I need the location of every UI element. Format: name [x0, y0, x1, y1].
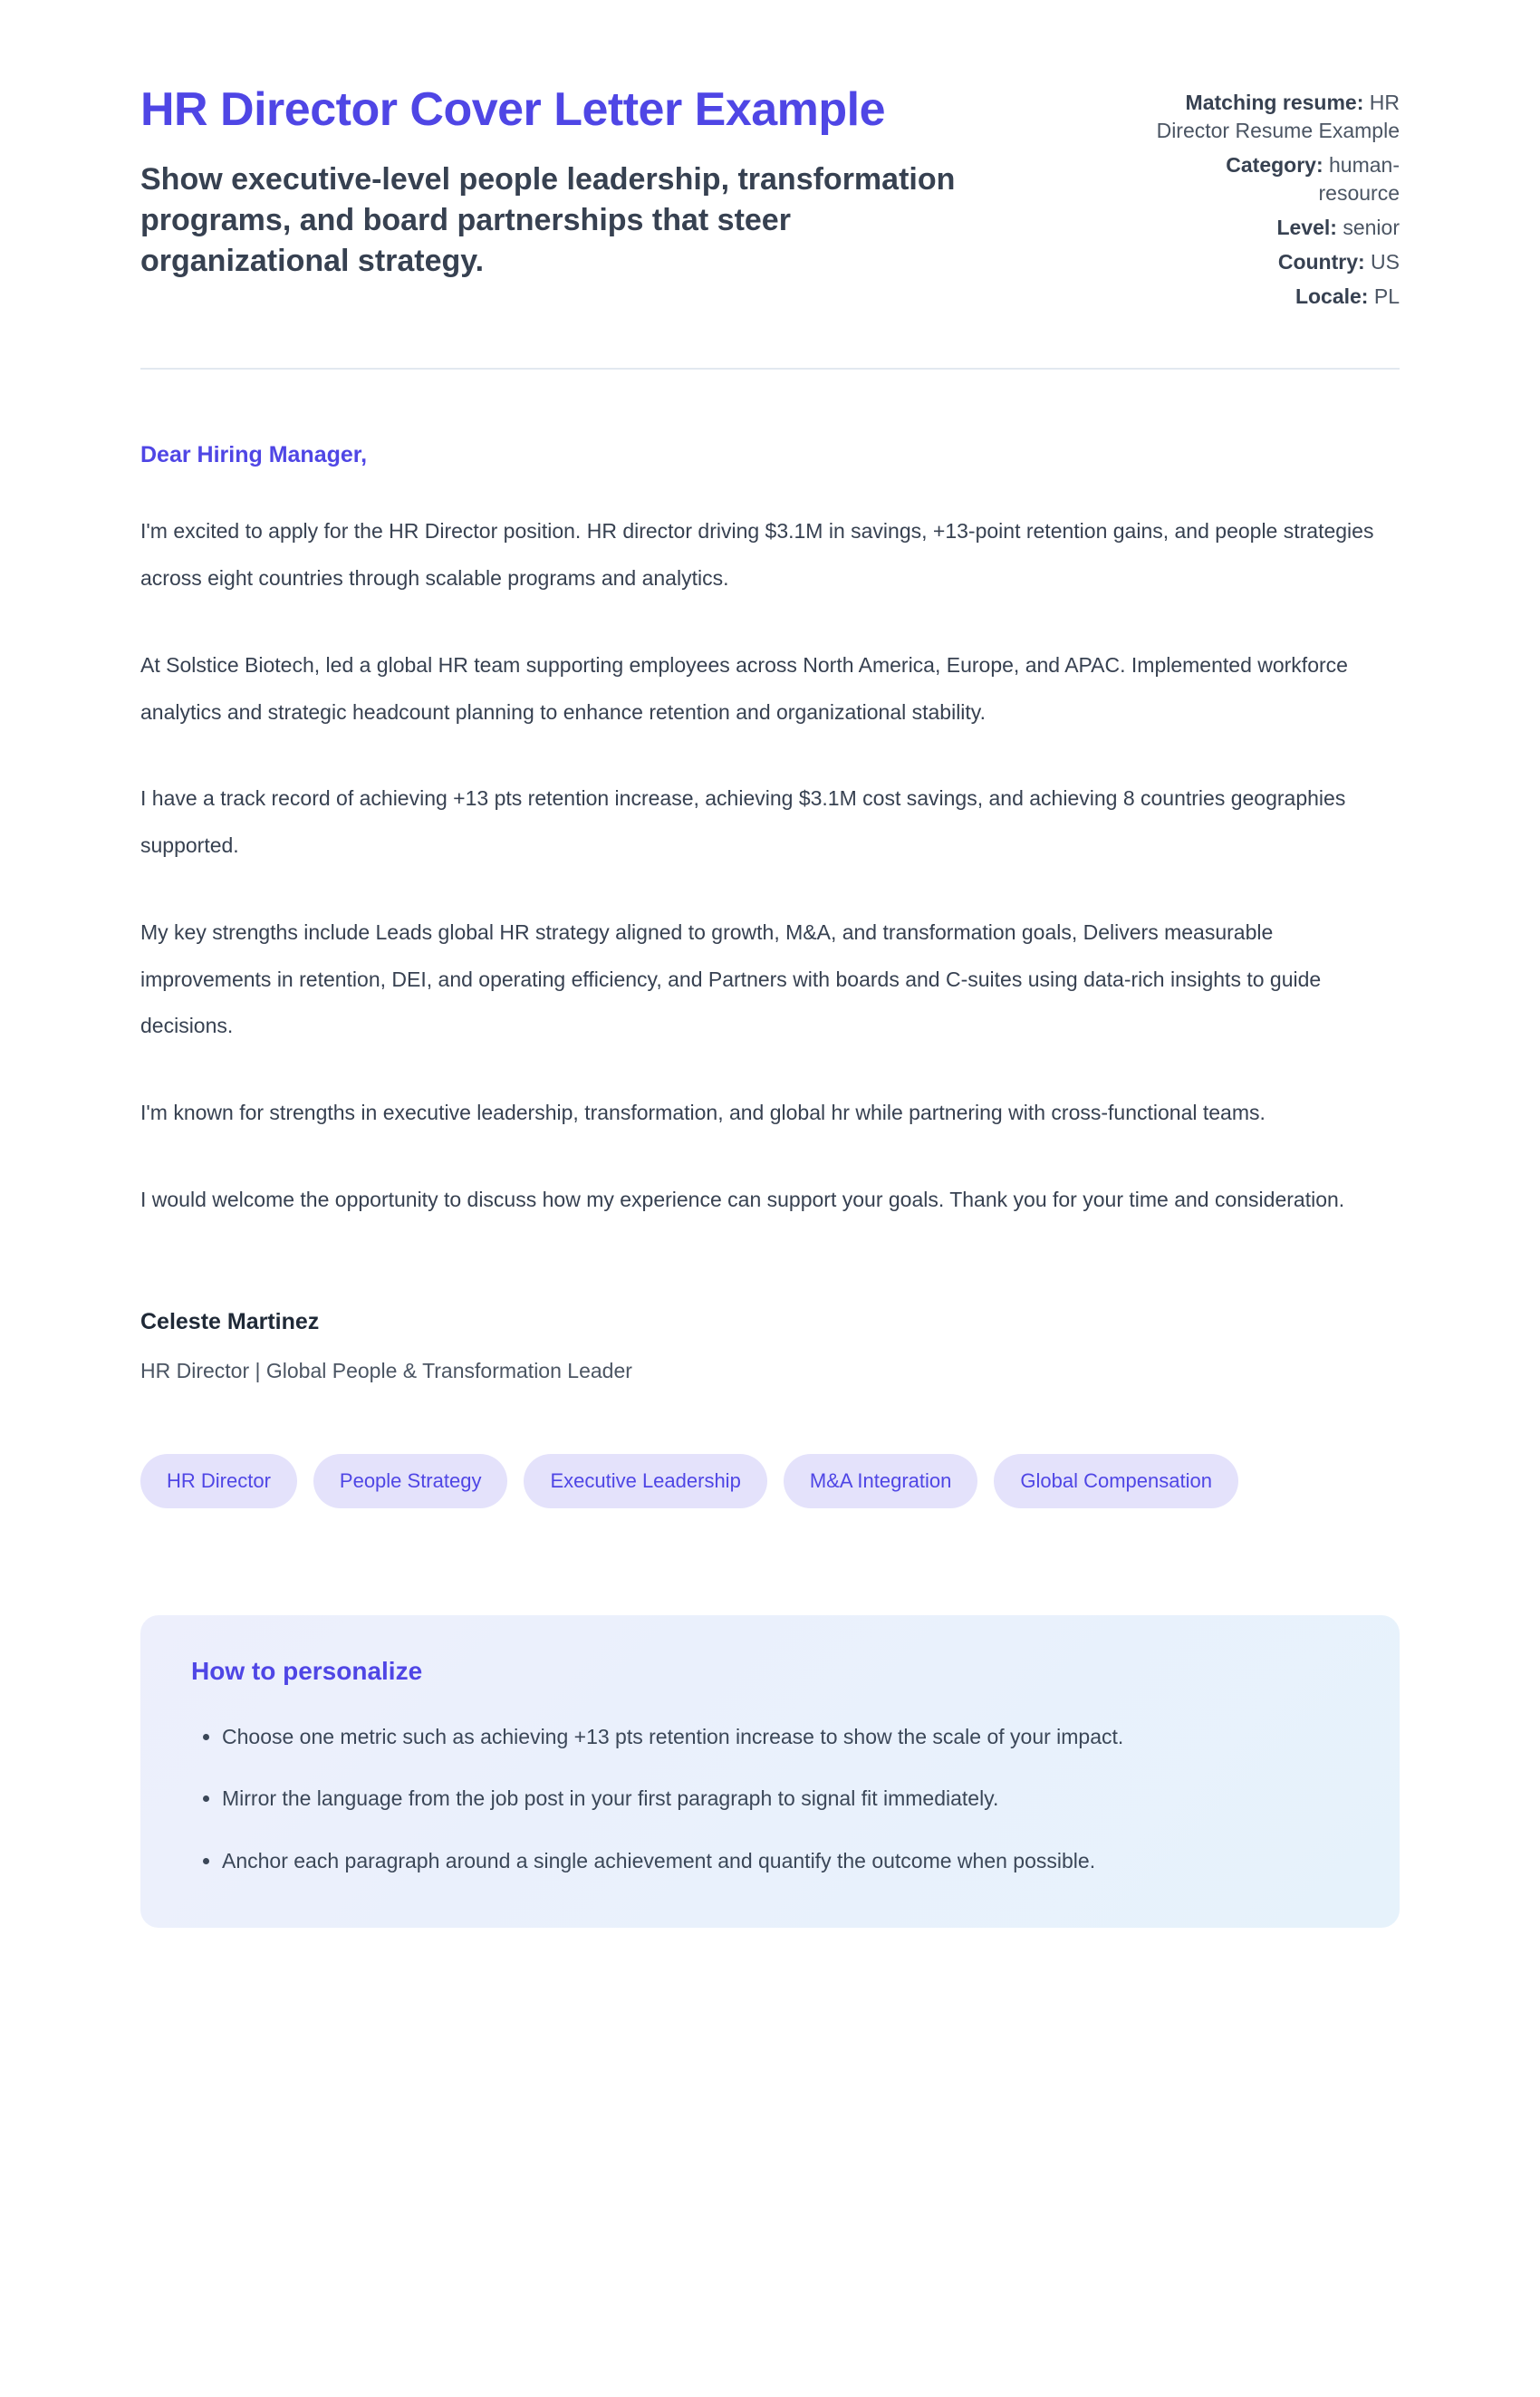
letter-paragraph: I have a track record of achieving +13 pts retention increase, achieving $3.1M cost savings, and achieving 8 countries geographies supported.	[140, 786, 1346, 858]
letter-body	[140, 442, 1400, 1928]
meta-label: Matching resume:	[1185, 91, 1364, 114]
letter-paragraph: I'm known for strengths in executive leadership, transformation, and global hr while partnering with cross-functional teams.	[140, 1101, 1266, 1125]
page-title: HR Director Cover Letter Example	[140, 83, 886, 136]
header-main	[140, 83, 1110, 281]
meta-label: Category:	[1226, 153, 1323, 178]
cover-letter-page	[140, 0, 1400, 1991]
signature-role: HR Director | Global People & Transformation Leader	[140, 1358, 632, 1382]
letter-paragraph: I would welcome the opportunity to discuss how my experience can support your goals. Thank you for your time and consideration.	[140, 1187, 1345, 1211]
meta-item-locale	[1146, 283, 1400, 311]
page-subtitle: Show executive-level people leadership, transformation programs, and board partnerships that steer organizational strategy.	[140, 161, 956, 278]
meta-value: human-resource	[1318, 153, 1400, 206]
meta-label: Locale:	[1295, 284, 1369, 309]
resume-meta	[1146, 83, 1400, 317]
tips-card	[140, 1615, 1400, 1928]
letter-paragraph: My key strengths include Leads global HR strategy aligned to growth, M&A, and transformation goals, Delivers measurable improvements in retention, DEI, and operating efficiency, and Partners with boards and C-suites using data-rich insights to guide decisions.	[140, 919, 1322, 1038]
meta-item-category	[1146, 151, 1400, 207]
meta-value: PL	[1373, 284, 1400, 309]
letter-paragraph: At Solstice Biotech, led a global HR team supporting employees across North America, Europe, and APAC. Implemented workforce analytics and strategic headcount planning to enhance retention and organizational stability.	[140, 652, 1348, 724]
meta-value: US	[1371, 250, 1400, 274]
meta-value: HR Director Resume Example	[1156, 91, 1400, 143]
meta-value: senior	[1343, 216, 1400, 240]
tag-chip-people-strategy[interactable]: People Strategy	[313, 1454, 508, 1509]
tag-chip-global-compensation[interactable]: Global Compensation	[994, 1454, 1238, 1509]
signature-name: Celeste Martinez	[140, 1308, 320, 1334]
meta-item-matching-resume	[1146, 89, 1400, 145]
tip-item: • Choose one metric such as achieving +13 pts retention increase to show the scale of your impact.	[222, 1715, 1349, 1758]
tip-item: • Mirror the language from the job post in your first paragraph to signal fit immediately.	[222, 1776, 1349, 1820]
meta-label: Level:	[1276, 216, 1337, 240]
tag-chip-executive-leadership[interactable]: Executive Leadership	[524, 1454, 766, 1509]
meta-item-country	[1146, 248, 1400, 276]
tag-list	[140, 1454, 1400, 1509]
tip-item: • Anchor each paragraph around a single achievement and quantify the outcome when possible.	[222, 1839, 1349, 1882]
letter-paragraph: I'm excited to apply for the HR Director position. HR director driving $3.1M in savings, +13-point retention gains, and people strategies across eight countries through scalable programs and analytics.	[140, 519, 1374, 591]
meta-item-level	[1146, 214, 1400, 242]
meta-label: Country:	[1277, 250, 1365, 274]
greeting: Dear Hiring Manager,	[140, 442, 368, 468]
header-divider	[140, 368, 1400, 370]
tips-title: How to personalize	[191, 1657, 423, 1686]
tips-list	[191, 1715, 1349, 1882]
header	[140, 83, 1400, 317]
tag-chip-hr-director[interactable]: HR Director	[140, 1454, 297, 1509]
tag-chip-ma-integration[interactable]: M&A Integration	[784, 1454, 978, 1509]
